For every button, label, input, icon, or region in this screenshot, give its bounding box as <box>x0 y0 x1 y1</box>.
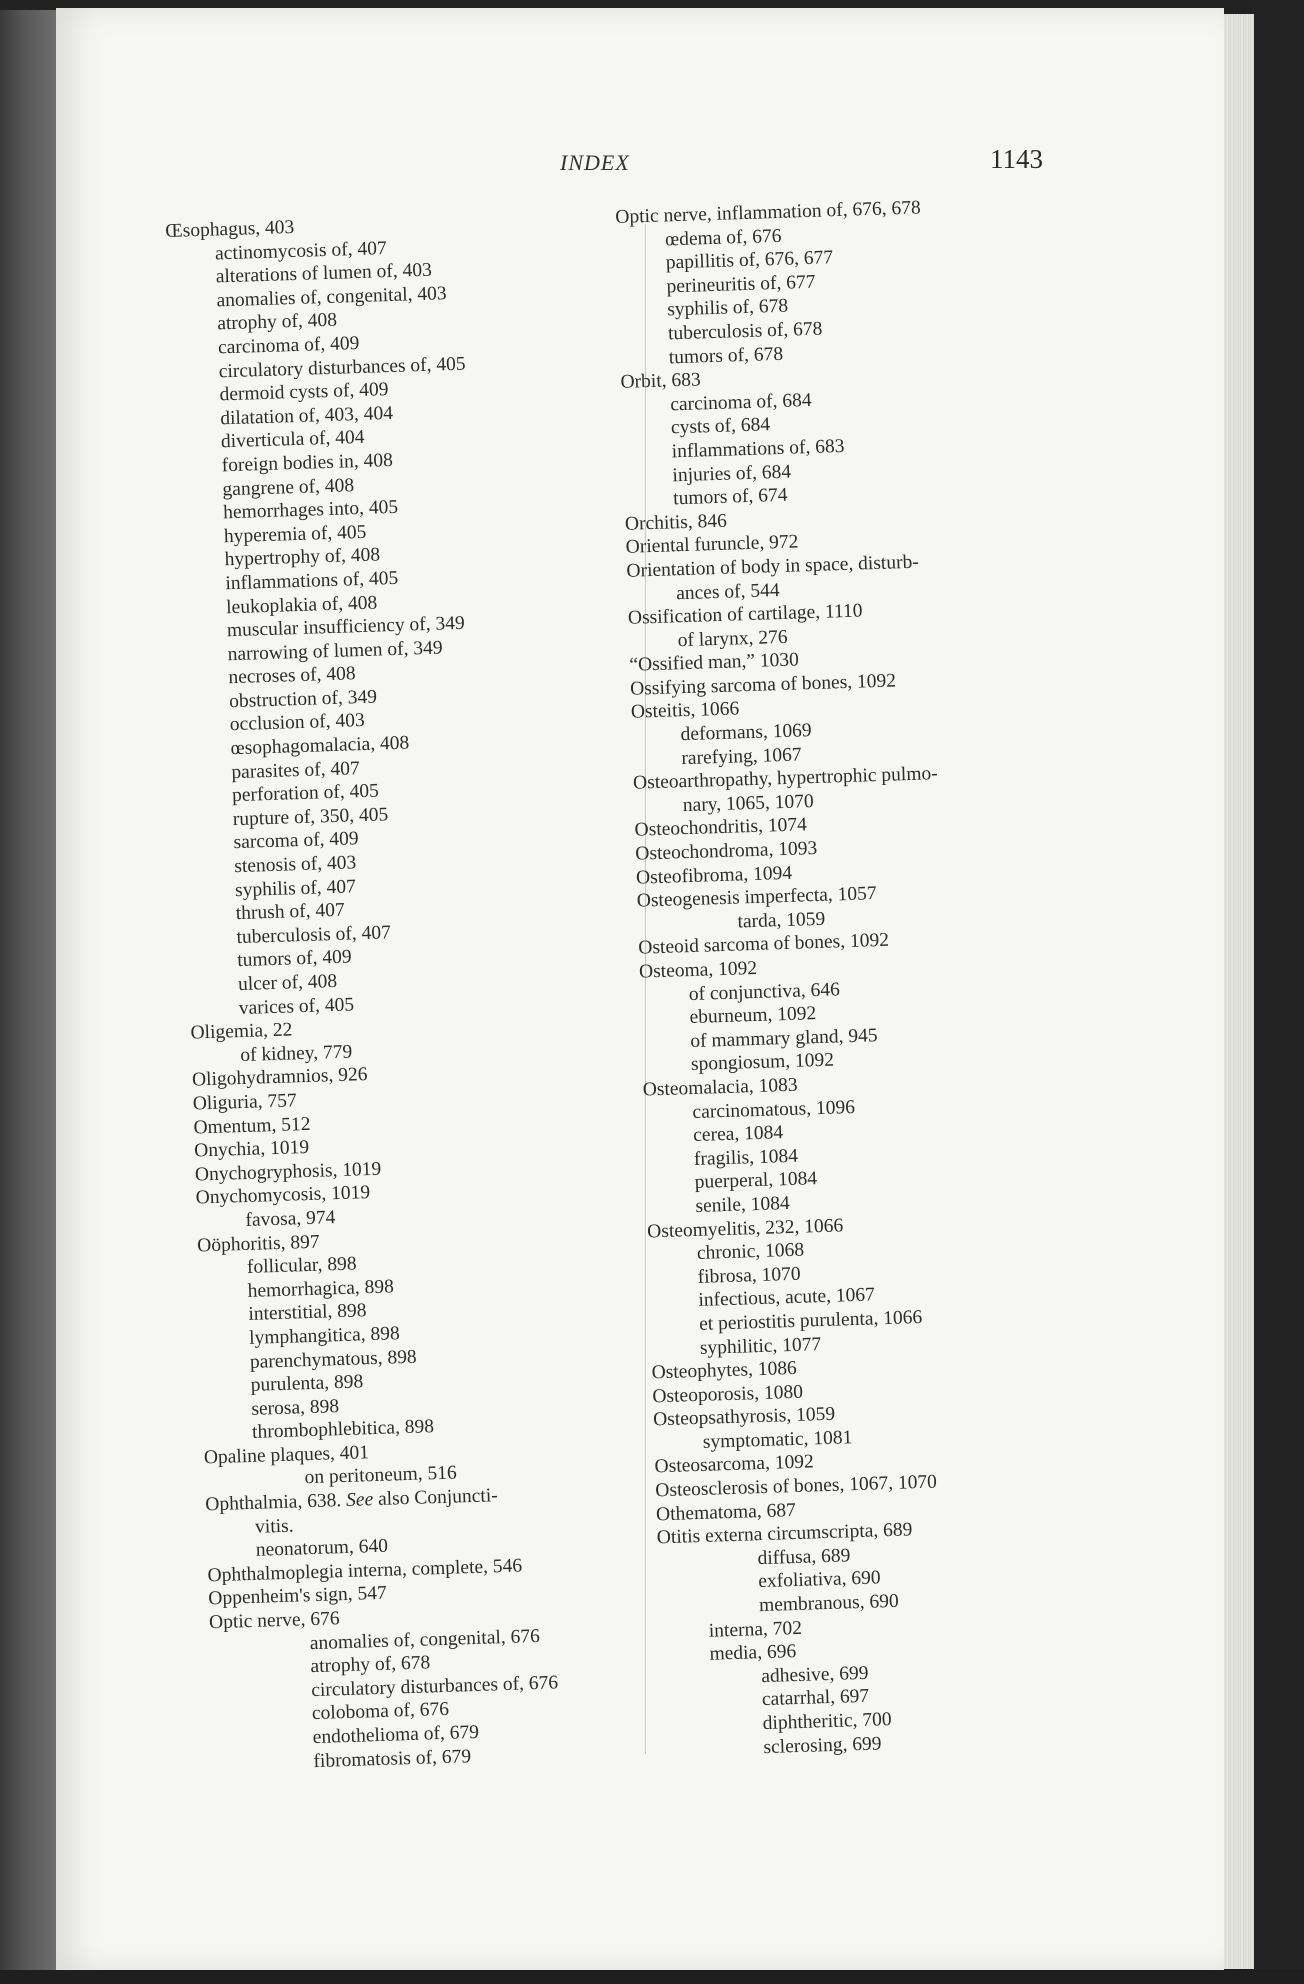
index-subentry: symptomatic, 1081 <box>702 1427 853 1453</box>
index-subentry: hemorrhagica, 898 <box>247 1276 395 1302</box>
index-subentry: diffusa, 689 <box>757 1545 851 1570</box>
index-entry: Osteogenesis imperfecta, 1057 <box>636 883 877 912</box>
index-entry: Otitis externa circumscripta, 689 <box>656 1519 913 1549</box>
index-subentry: thrush of, 407 <box>235 899 345 925</box>
index-subentry: deformans, 1069 <box>680 720 812 746</box>
index-subentry: tarda, 1059 <box>737 908 826 933</box>
index-subentry: coloboma of, 676 <box>311 1699 450 1725</box>
index-subentry: varices of, 405 <box>238 994 355 1019</box>
index-entry: Omentum, 512 <box>193 1113 311 1139</box>
index-subentry: œsophagomalacia, 408 <box>230 732 410 760</box>
index-column-left <box>165 205 684 1776</box>
index-subentry: media, 696 <box>709 1641 797 1665</box>
index-entry: Osteosarcoma, 1092 <box>654 1451 815 1478</box>
index-subentry: rarefying, 1067 <box>681 744 802 769</box>
index-subentry: of conjunctiva, 646 <box>688 978 841 1005</box>
index-subentry: papillitis of, 676, 677 <box>665 247 834 274</box>
index-subentry: neonatorum, 640 <box>255 1535 389 1562</box>
index-subentry: sarcoma of, 409 <box>233 828 359 854</box>
index-subentry: gangrene of, 408 <box>222 474 355 500</box>
page-edges <box>1224 14 1254 1969</box>
index-subentry: leukoplakia of, 408 <box>225 592 378 618</box>
index-subentry: occlusion of, 403 <box>229 710 366 736</box>
index-subentry: diphtheritic, 700 <box>762 1709 892 1735</box>
index-subentry: anomalies of, congenital, 676 <box>309 1625 541 1654</box>
index-subentry: catarrhal, 697 <box>761 1686 870 1711</box>
page-number: 1143 <box>990 144 1043 174</box>
index-entry: Osteochondritis, 1074 <box>634 814 808 842</box>
index-subentry: obstruction of, 349 <box>228 686 378 713</box>
index-subentry: exfoliativa, 690 <box>757 1567 881 1593</box>
index-subentry: follicular, 898 <box>246 1253 357 1279</box>
index-subentry: diverticula of, 404 <box>220 427 365 453</box>
index-subentry: œdema of, 676 <box>664 225 782 251</box>
index-entry: Oliguria, 757 <box>192 1090 298 1115</box>
index-subentry: dermoid cysts of, 409 <box>219 379 389 406</box>
index-subentry: serosa, 898 <box>251 1395 340 1420</box>
index-subentry: syphilis of, 407 <box>234 875 357 901</box>
index-entry: Oriental furuncle, 972 <box>625 531 799 559</box>
index-subentry: circulatory disturbances of, 405 <box>218 353 466 382</box>
see-reference: See <box>345 1489 374 1511</box>
index-entry: Oppenheim's sign, 547 <box>208 1583 388 1610</box>
index-entry: “Ossified man,” 1030 <box>629 649 800 677</box>
index-entry: Ossification of cartilage, 1110 <box>627 600 863 629</box>
index-subentry: rupture of, 350, 405 <box>232 804 389 831</box>
index-subentry: atrophy of, 678 <box>310 1652 431 1678</box>
index-subentry: membranous, 690 <box>758 1590 900 1617</box>
index-entry: Onychogryphosis, 1019 <box>194 1158 382 1186</box>
index-subentry: endothelioma of, 679 <box>312 1721 480 1749</box>
index-entry: Onychomycosis, 1019 <box>195 1182 371 1209</box>
index-subentry: tumors of, 678 <box>668 343 784 368</box>
index-subentry: syphilitic, 1077 <box>699 1333 822 1359</box>
index-subentry: dilatation of, 403, 404 <box>219 402 394 430</box>
index-subentry: parenchymatous, 898 <box>249 1346 417 1373</box>
index-subentry: sclerosing, 699 <box>763 1732 882 1758</box>
index-subentry: narrowing of lumen of, 349 <box>227 637 443 665</box>
index-entry: Ophthalmia, 638. See also Conjuncti- <box>205 1485 499 1516</box>
index-subentry: perforation of, 405 <box>231 780 380 807</box>
index-entry: Ophthalmoplegia interna, complete, 546 <box>207 1555 523 1587</box>
index-subentry: hyperemia of, 405 <box>223 521 367 548</box>
index-entry: Osteomalacia, 1083 <box>642 1074 798 1101</box>
index-subentry: tumors of, 409 <box>236 946 352 972</box>
index-entry-continuation: nary, 1065, 1070 <box>682 790 815 817</box>
index-entry: Oöphoritis, 897 <box>196 1231 320 1257</box>
index-entry: Orientation of body in space, disturb- <box>626 551 920 582</box>
index-subentry: necroses of, 408 <box>228 663 356 689</box>
index-entry: Oligohydramnios, 926 <box>191 1064 368 1091</box>
index-entry: Ossifying sarcoma of bones, 1092 <box>629 670 897 700</box>
index-entry: Osteoma, 1092 <box>638 957 758 983</box>
scan-border-right <box>1254 0 1304 1984</box>
index-subentry: hemorrhages into, 405 <box>222 496 399 524</box>
index-subentry: eburneum, 1092 <box>689 1003 817 1029</box>
index-subentry: fragilis, 1084 <box>693 1145 799 1170</box>
index-subentry: adhesive, 699 <box>760 1662 869 1687</box>
index-subentry: hypertrophy of, 408 <box>224 544 381 571</box>
index-subentry: of kidney, 779 <box>239 1041 353 1066</box>
index-subentry: spongiosum, 1092 <box>690 1049 835 1076</box>
index-subentry: favosa, 974 <box>245 1207 336 1231</box>
index-entry-continuation: vitis. <box>254 1515 294 1538</box>
index-subentry: actinomycosis of, 407 <box>214 237 388 265</box>
index-subentry: ulcer of, 408 <box>237 970 338 996</box>
index-subentry: carcinoma of, 409 <box>217 332 360 359</box>
index-subentry: lymphangitica, 898 <box>248 1323 400 1349</box>
index-entry: Osteomyelitis, 232, 1066 <box>646 1214 844 1243</box>
index-subentry: thrombophlebitica, 898 <box>251 1416 435 1444</box>
index-entry: Opaline plaques, 401 <box>203 1442 370 1469</box>
index-subentry: et periostitis purulenta, 1066 <box>698 1306 923 1335</box>
index-subentry: injuries of, 684 <box>672 461 792 486</box>
index-subentry: perineuritis of, 677 <box>666 271 816 298</box>
index-column-right <box>615 192 1119 1763</box>
index-entry: Œsophagus, 403 <box>165 216 295 242</box>
index-entry: Osteosclerosis of bones, 1067, 1070 <box>655 1471 938 1502</box>
index-entry: Osteophytes, 1086 <box>651 1357 798 1384</box>
index-subentry: puerperal, 1084 <box>694 1168 818 1194</box>
index-subentry: tumors of, 674 <box>672 484 788 510</box>
index-entry: Onychia, 1019 <box>193 1137 310 1162</box>
index-subentry: inflammations of, 405 <box>225 567 399 595</box>
index-subentry: muscular insufficiency of, 349 <box>226 612 466 642</box>
index-subentry: cerea, 1084 <box>692 1122 784 1147</box>
index-subentry: interstitial, 898 <box>248 1300 367 1326</box>
index-subentry: carcinomatous, 1096 <box>692 1096 856 1123</box>
index-subentry: circulatory disturbances of, 676 <box>310 1672 559 1701</box>
scan-border-bottom <box>0 1970 1304 1984</box>
index-subentry: atrophy of, 408 <box>216 310 338 335</box>
index-entry: Osteopsathyrosis, 1059 <box>652 1403 836 1431</box>
running-head: INDEX <box>560 150 630 175</box>
index-subentry: of larynx, 276 <box>677 626 788 651</box>
index-subentry: alterations of lumen of, 403 <box>215 259 433 288</box>
index-entry: Osteoid sarcoma of bones, 1092 <box>638 930 890 960</box>
index-subentry: inflammations of, 683 <box>671 435 845 463</box>
index-subentry: parasites of, 407 <box>231 757 360 783</box>
index-subentry: of mammary gland, 945 <box>689 1024 878 1052</box>
index-entry: Osteofibroma, 1094 <box>635 862 793 889</box>
index-subentry: interna, 702 <box>708 1617 803 1642</box>
index-subentry: fibromatosis of, 679 <box>313 1745 472 1772</box>
index-subentry: tuberculosis of, 407 <box>236 922 392 948</box>
index-entry: Optic nerve, 676 <box>208 1608 340 1634</box>
index-subentry: anomalies of, congenital, 403 <box>216 282 447 312</box>
index-entry: Oligemia, 22 <box>190 1019 293 1044</box>
index-subentry: carcinoma of, 684 <box>669 389 812 416</box>
index-subentry: senile, 1084 <box>695 1192 790 1217</box>
index-entry: Osteochondroma, 1093 <box>635 838 818 865</box>
index-subentry: tuberculosis of, 678 <box>667 318 823 345</box>
index-entry: Orchitis, 846 <box>624 510 728 535</box>
index-subentry: fibrosa, 1070 <box>697 1263 801 1288</box>
index-subentry: cysts of, 684 <box>670 414 771 439</box>
index-subentry: foreign bodies in, 408 <box>221 449 394 477</box>
index-subentry: stenosis of, 403 <box>234 852 357 878</box>
index-entry: Osteitis, 1066 <box>630 698 740 724</box>
index-subentry: on peritoneum, 516 <box>304 1462 458 1489</box>
index-entry: Orbit, 683 <box>620 369 702 394</box>
book-spine-shadow <box>0 10 56 1974</box>
index-subentry: syphilis of, 678 <box>666 295 789 321</box>
index-entry: Optic nerve, inflammation of, 676, 678 <box>615 197 921 228</box>
index-subentry: purulenta, 898 <box>250 1371 364 1396</box>
index-entry: Osteoarthropathy, hypertrophic pulmo- <box>632 763 939 794</box>
index-subentry: infectious, acute, 1067 <box>698 1284 876 1312</box>
index-entry-continuation: ances of, 544 <box>675 579 780 604</box>
index-subentry: chronic, 1068 <box>696 1239 805 1265</box>
index-entry: Othematoma, 687 <box>655 1499 797 1526</box>
index-entry: Osteoporosis, 1080 <box>652 1381 804 1408</box>
